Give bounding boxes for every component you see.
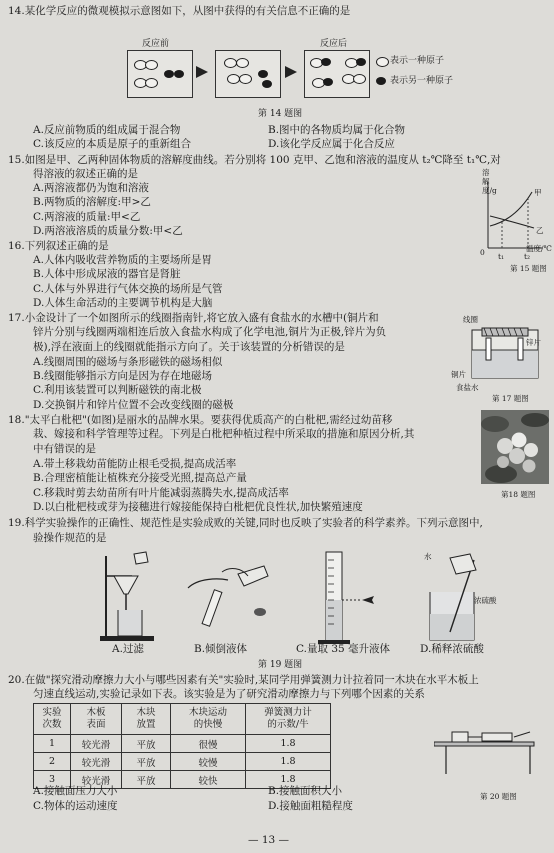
- spring-scale-pulling-block: [434, 708, 546, 778]
- q16-stem: 16.下列叙述正确的是: [8, 240, 109, 252]
- q17-coil-label: 线圈: [463, 315, 478, 324]
- black-atom: [262, 80, 272, 88]
- table-header-cell: 弹簧测力计的示数/牛: [246, 704, 331, 735]
- q15-t2-label: t₂: [524, 252, 531, 261]
- table-header-cell: 木板表面: [71, 704, 122, 735]
- q15-stem-line2: 得溶液的叙述正确的是: [33, 168, 138, 180]
- black-atom-legend-icon: [376, 77, 386, 85]
- q16-option-c: C.人体与外界进行气体交换的场所是气管: [33, 283, 223, 295]
- q19-stem-line2: 验操作规范的是: [33, 532, 107, 544]
- table-header-cell: 木块运动的快慢: [171, 704, 246, 735]
- q15-caption: 第 15 题图: [510, 264, 547, 273]
- q17-zinc-label: 锌片: [526, 338, 541, 347]
- q18-stem-line3: 中有错误的是: [33, 443, 96, 455]
- q15-xlabel: 温度/℃: [526, 244, 552, 253]
- q19-water-label: 水: [424, 552, 432, 561]
- q15-origin-label: 0: [480, 248, 485, 257]
- q16-option-b: B.人体中形成尿液的器官是肾脏: [33, 268, 181, 280]
- table-cell: 平放: [122, 735, 171, 753]
- q18-stem-line1: 18."太平白枇杷"(如图)是丽水的品牌水果。要获得优质高产的白枇杷,需经过幼苗移: [8, 414, 393, 426]
- q20-stem-line1: 20.在做"探究滑动摩擦力大小与哪些因素有关"实验时,某同学用弹簧测力计拉着同一木块在水平木板上: [8, 674, 479, 686]
- table-row: [34, 753, 331, 771]
- q18-stem-line2: 栽、嫁接和科学管理等过程。下列是白枇杷种植过程中所采取的措施和原因分析,其: [33, 428, 415, 440]
- q15-series-b-label: 乙: [536, 226, 544, 235]
- filtration-apparatus: [98, 550, 180, 646]
- q18-option-d: D.以白枇杷枝或芽为接穗进行嫁接能保持白枇杷优良性状,加快繁殖速度: [33, 501, 363, 513]
- diluting-acid-illustration: [420, 552, 512, 646]
- q14-option-d: D.该化学反应属于化合反应: [268, 138, 395, 150]
- q17-copper-label: 铜片: [451, 370, 466, 379]
- q15-option-c: C.两溶液的质量:甲<乙: [33, 211, 141, 223]
- table-row: [34, 735, 331, 753]
- table-cell: 较快: [171, 771, 246, 789]
- black-atom: [164, 70, 174, 78]
- table-cell: 1.8: [246, 735, 331, 753]
- table-cell: 平放: [122, 771, 171, 789]
- q14-after-label: 反应后: [320, 39, 348, 49]
- table-cell: 平放: [122, 753, 171, 771]
- coil-compass-apparatus: [464, 316, 544, 388]
- q17-option-b: B.线圈能够指示方向是因为存在地磁场: [33, 370, 213, 382]
- white-atom: [353, 74, 366, 84]
- black-atom: [174, 70, 184, 78]
- q14-option-c: C.该反应的本质是原子的重新组合: [33, 138, 191, 150]
- table-header-cell: 实验次数: [34, 704, 71, 735]
- q17-caption: 第 17 题图: [492, 394, 529, 403]
- q15-stem-line1: 15.如图是甲、乙两种固体物质的溶解度曲线。若分别将 100 克甲、乙饱和溶液的温度从 t₂℃降至 t₁℃,对: [8, 154, 501, 166]
- table-cell: 1: [34, 735, 71, 753]
- q14-before-label: 反应前: [142, 39, 170, 49]
- q19-option-d: D.稀释浓硫酸: [420, 643, 484, 655]
- table-cell: 较光滑: [71, 771, 122, 789]
- q15-option-d: D.两溶液溶质的质量分数:甲<乙: [33, 225, 183, 237]
- experiment-record-table: [33, 703, 331, 789]
- table-cell: 很慢: [171, 735, 246, 753]
- table-cell: 2: [34, 753, 71, 771]
- q15-series-a-label: 甲: [534, 188, 542, 197]
- white-atom: [236, 58, 249, 68]
- white-atom: [145, 78, 158, 88]
- page-number: — 13 —: [248, 834, 290, 846]
- q15-option-a: A.两溶液都仍为饱和溶液: [33, 182, 149, 194]
- q20-option-b: B.接触面积大小: [268, 785, 343, 797]
- table-header-cell: 木块放置: [122, 704, 171, 735]
- q20-option-a: A.接触面压力大小: [33, 785, 118, 797]
- q14-option-a: A.反应前物质的组成属于混合物: [33, 124, 181, 136]
- q20-stem-line2: 匀速直线运动,实验记录如下表。该实验是为了研究滑动摩擦力与下列哪个因素的关系: [33, 688, 425, 700]
- q18-caption: 第18 题图: [501, 490, 536, 499]
- table-cell: 较光滑: [71, 753, 122, 771]
- q19-option-a: A.过滤: [112, 643, 144, 655]
- q14-legend-black: 表示另一种原子: [390, 76, 454, 86]
- pouring-liquid-illustration: [178, 560, 278, 630]
- q14-stem: 14.某化学反应的微观模拟示意图如下，从图中获得的有关信息不正确的是: [8, 5, 351, 17]
- table-cell: 3: [34, 771, 71, 789]
- table-cell: 1.8: [246, 753, 331, 771]
- q17-salt-water-label: 食盐水: [456, 383, 479, 392]
- black-atom: [321, 58, 331, 66]
- q17-option-c: C.利用该装置可以判断磁铁的南北极: [33, 384, 202, 396]
- q14-caption: 第 14 题图: [258, 109, 303, 119]
- white-atom-legend-icon: [376, 57, 389, 67]
- table-cell: 较慢: [171, 753, 246, 771]
- graduated-cylinder-illustration: [304, 546, 386, 650]
- white-atom: [239, 74, 252, 84]
- q17-option-d: D.交换铜片和锌片位置不会改变线圈的磁极: [33, 399, 234, 411]
- table-cell: 1.8: [246, 771, 331, 789]
- q17-option-a: A.线圈周围的磁场与条形磁铁的磁场相似: [33, 356, 223, 368]
- q20-option-d: D.接触面粗糙程度: [268, 800, 353, 812]
- q14-legend-white: 表示一种原子: [390, 56, 445, 66]
- q18-option-b: B.合理密植能让植株充分接受光照,提高总产量: [33, 472, 247, 484]
- q20-option-c: C.物体的运动速度: [33, 800, 118, 812]
- q15-ylabel: 溶解度/g: [482, 168, 497, 195]
- q17-stem-line1: 17.小金设计了一个如图所示的线圈指南针,将它放入盛有食盐水的水槽中(铜片和: [8, 312, 379, 324]
- q15-t1-label: t₁: [498, 252, 505, 261]
- black-atom: [258, 70, 268, 78]
- q16-option-a: A.人体内吸收营养物质的主要场所是胃: [33, 254, 212, 266]
- q18-option-c: C.移栽时剪去幼苗所有叶片能减弱蒸腾失水,提高成活率: [33, 487, 289, 499]
- q18-option-a: A.带土移栽幼苗能防止根毛受损,提高成活率: [33, 458, 237, 470]
- black-atom: [356, 58, 366, 66]
- q19-caption: 第 19 题图: [258, 660, 303, 670]
- table-cell: 较光滑: [71, 735, 122, 753]
- q20-caption: 第 20 题图: [480, 792, 517, 801]
- loquat-fruit-photo: [481, 410, 549, 484]
- q19-option-c: C.量取 35 毫升液体: [296, 643, 391, 655]
- q19-stem-line1: 19.科学实验操作的正确性、规范性是实验成败的关键,同时也反映了实验者的科学素养。下列示意图中,: [8, 517, 483, 529]
- white-atom: [145, 60, 158, 70]
- q19-option-b: B.倾倒液体: [194, 643, 248, 655]
- black-atom: [323, 78, 333, 86]
- q16-option-d: D.人体生命活动的主要调节机构是大脑: [33, 297, 213, 309]
- q14-option-b: B.图中的各物质均属于化合物: [268, 124, 406, 136]
- q17-stem-line3: 极),浮在液面上的线圈就能指示方向了。关于该装置的分析错误的是: [33, 341, 345, 353]
- q15-option-b: B.两物质的溶解度:甲>乙: [33, 196, 151, 208]
- q19-acid-label: 浓硫酸: [474, 596, 497, 605]
- table-header-row: [34, 704, 331, 735]
- q17-stem-line2: 锌片分别与线圈两端相连后放入食盐水构成了化学电池,铜片为正极,锌片为负: [33, 326, 387, 338]
